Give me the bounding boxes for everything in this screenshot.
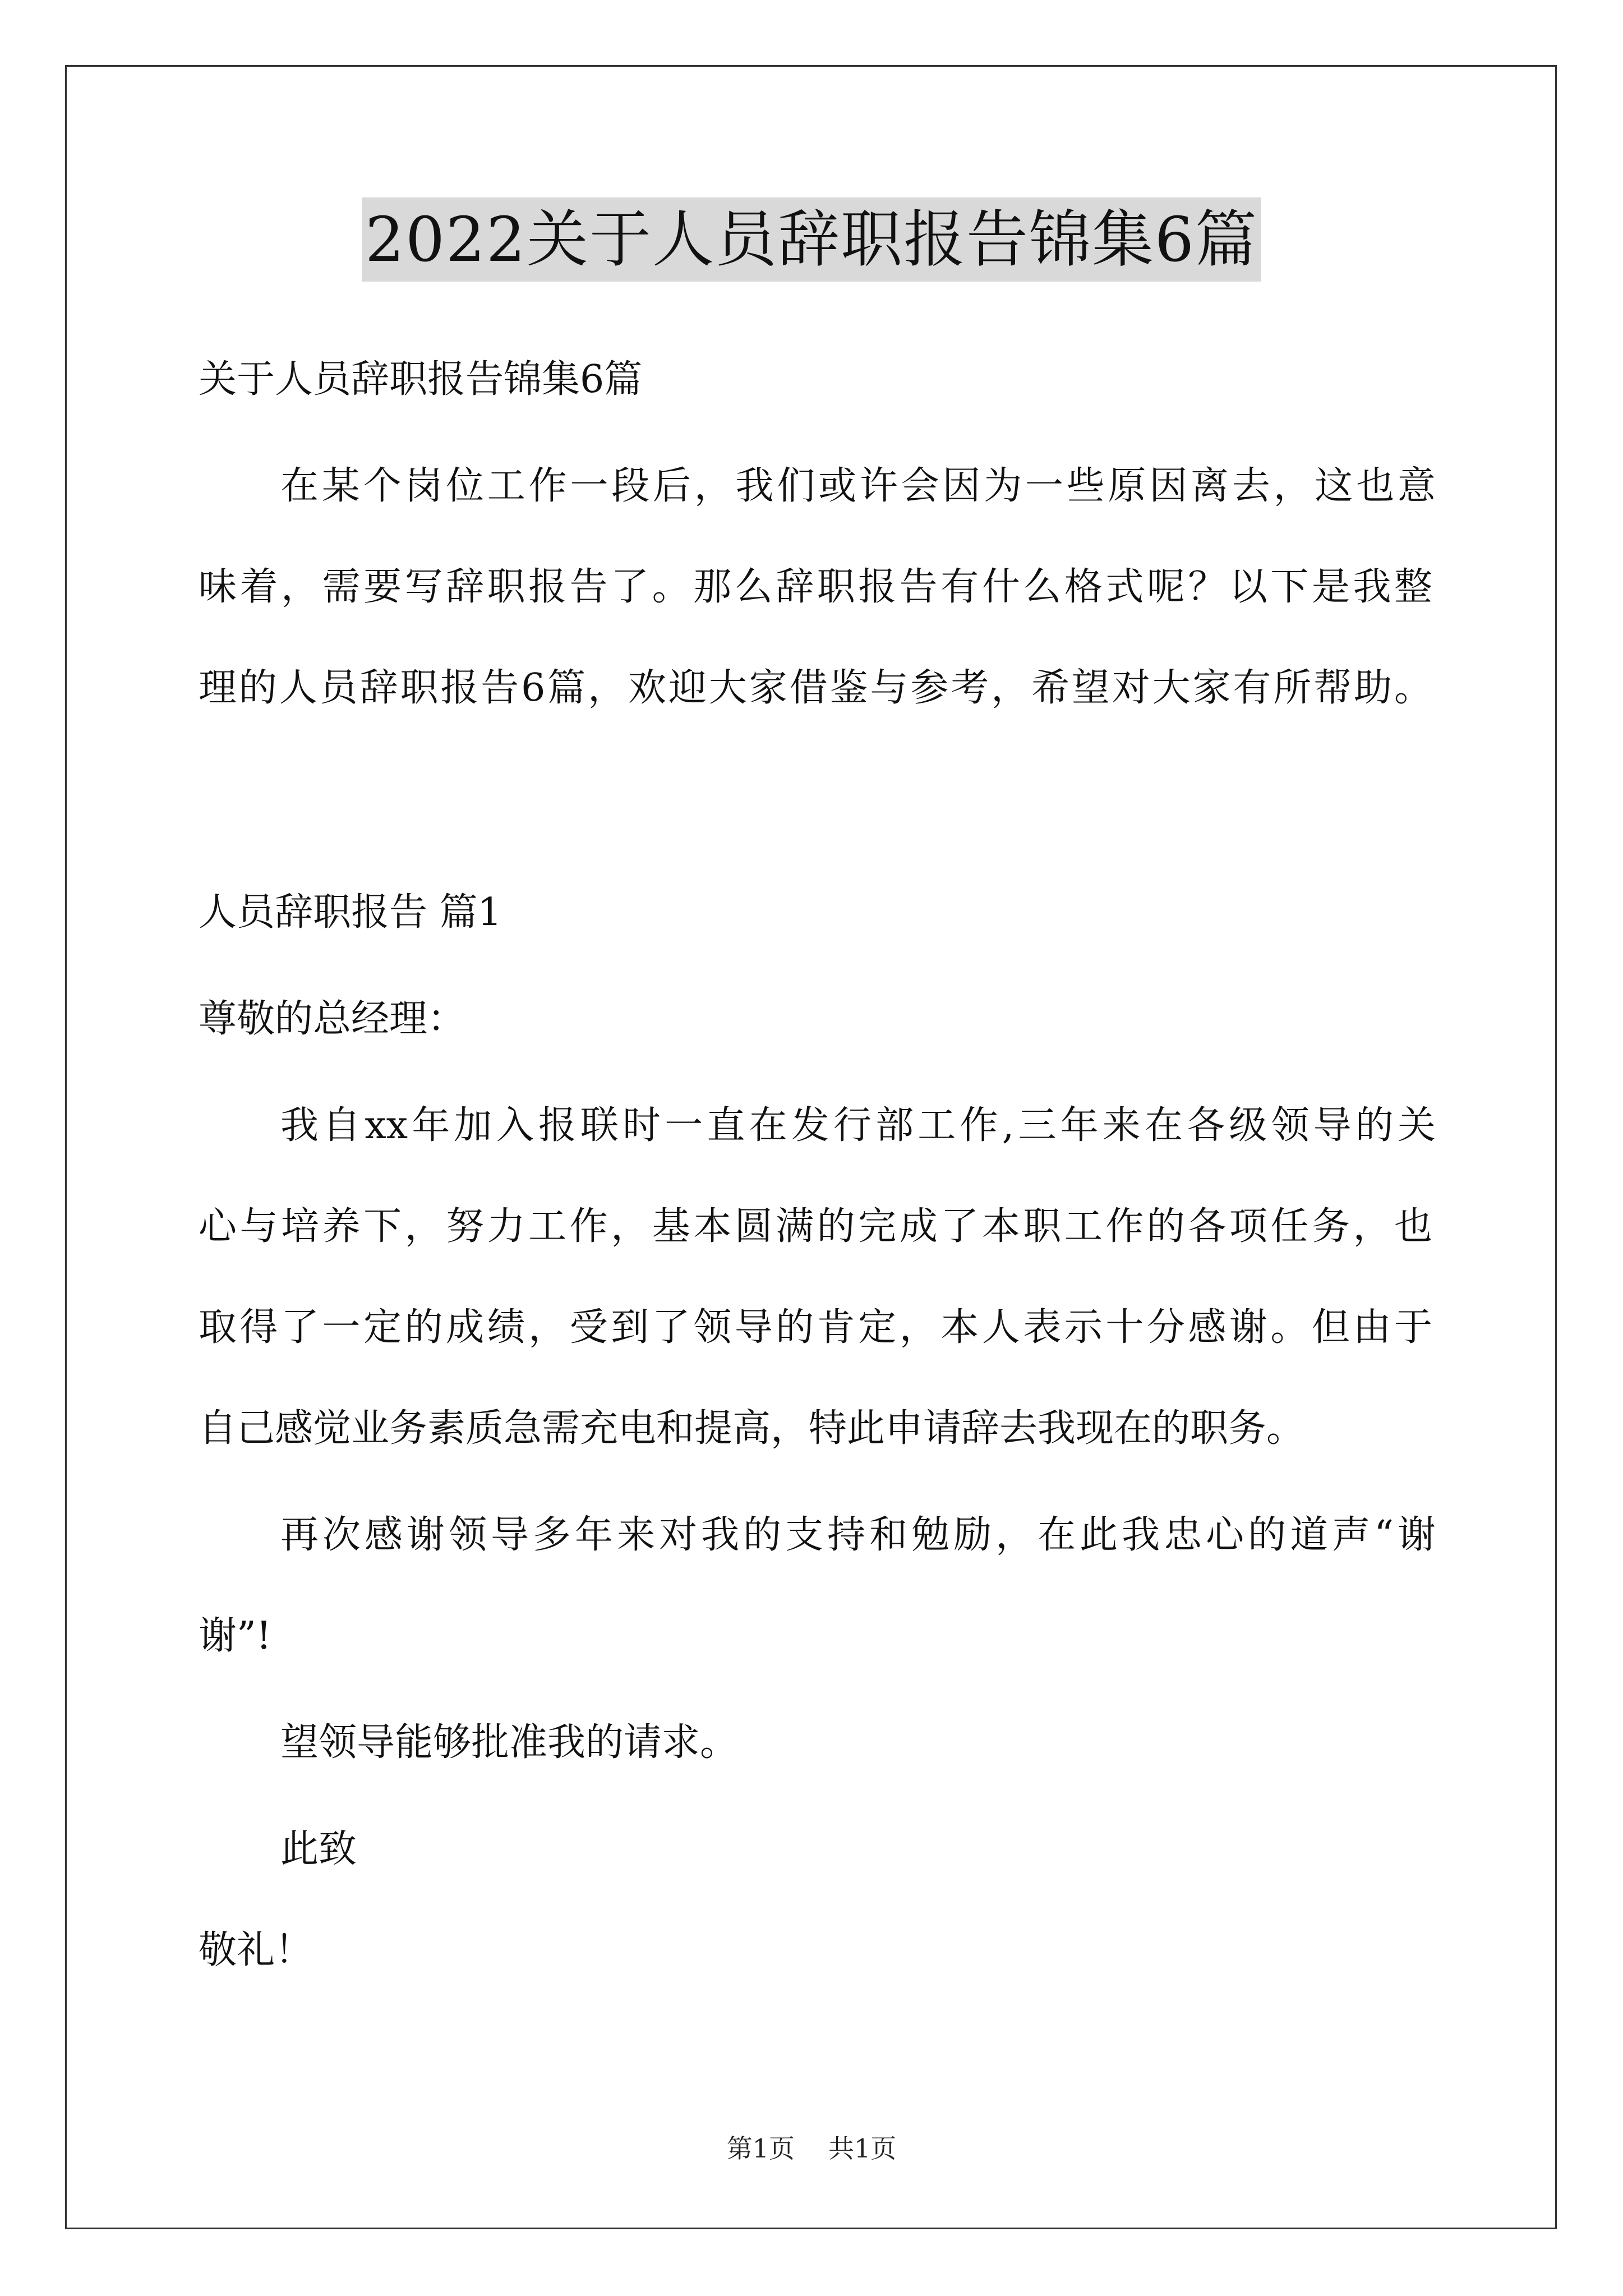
body-line-7: 望领导能够批准我的请求。 (280, 1720, 739, 1765)
intro-line-1: 在某个岗位工作一段后，我们或许会因为一些原因离去，这也意 (280, 464, 1436, 508)
page-footer (0, 2132, 1623, 2165)
intro-line-2: 味着，需要写辞职报告了。那么辞职报告有什么格式呢？以下是我整 (199, 565, 1432, 609)
body-line-6: 谢”! (199, 1614, 272, 1658)
body-line-1: 我自xx年加入报联时一直在发行部工作,三年来在各级领导的关 (280, 1103, 1436, 1148)
body-line-3: 取得了一定的成绩，受到了领导的肯定，本人表示十分感谢。但由于 (199, 1305, 1432, 1350)
body-line-5: 再次感谢领导多年来对我的支持和勉励，在此我忠心的道声“谢 (280, 1513, 1436, 1557)
intro-line-3: 理的人员辞职报告6篇，欢迎大家借鉴与参考，希望对大家有所帮助。 (199, 666, 1432, 710)
closing-salute: 敬礼！ (199, 1928, 313, 1972)
salutation: 尊敬的总经理： (199, 997, 466, 1041)
closing-line: 此致 (280, 1827, 357, 1871)
body-line-2: 心与培养下，努力工作，基本圆满的完成了本职工作的各项任务，也 (199, 1204, 1432, 1249)
body-line-4: 自己感觉业务素质急需充电和提高，特此申请辞去我现在的职务。 (199, 1406, 1305, 1451)
page-total: 共1页 (828, 2133, 897, 2164)
section-heading: 人员辞职报告 篇1 (199, 890, 502, 935)
document-title: 2022关于人员辞职报告锦集6篇 (362, 197, 1261, 282)
page-number: 第1页 (726, 2133, 795, 2164)
subtitle: 关于人员辞职报告锦集6篇 (199, 357, 643, 402)
title-block (0, 197, 1623, 282)
